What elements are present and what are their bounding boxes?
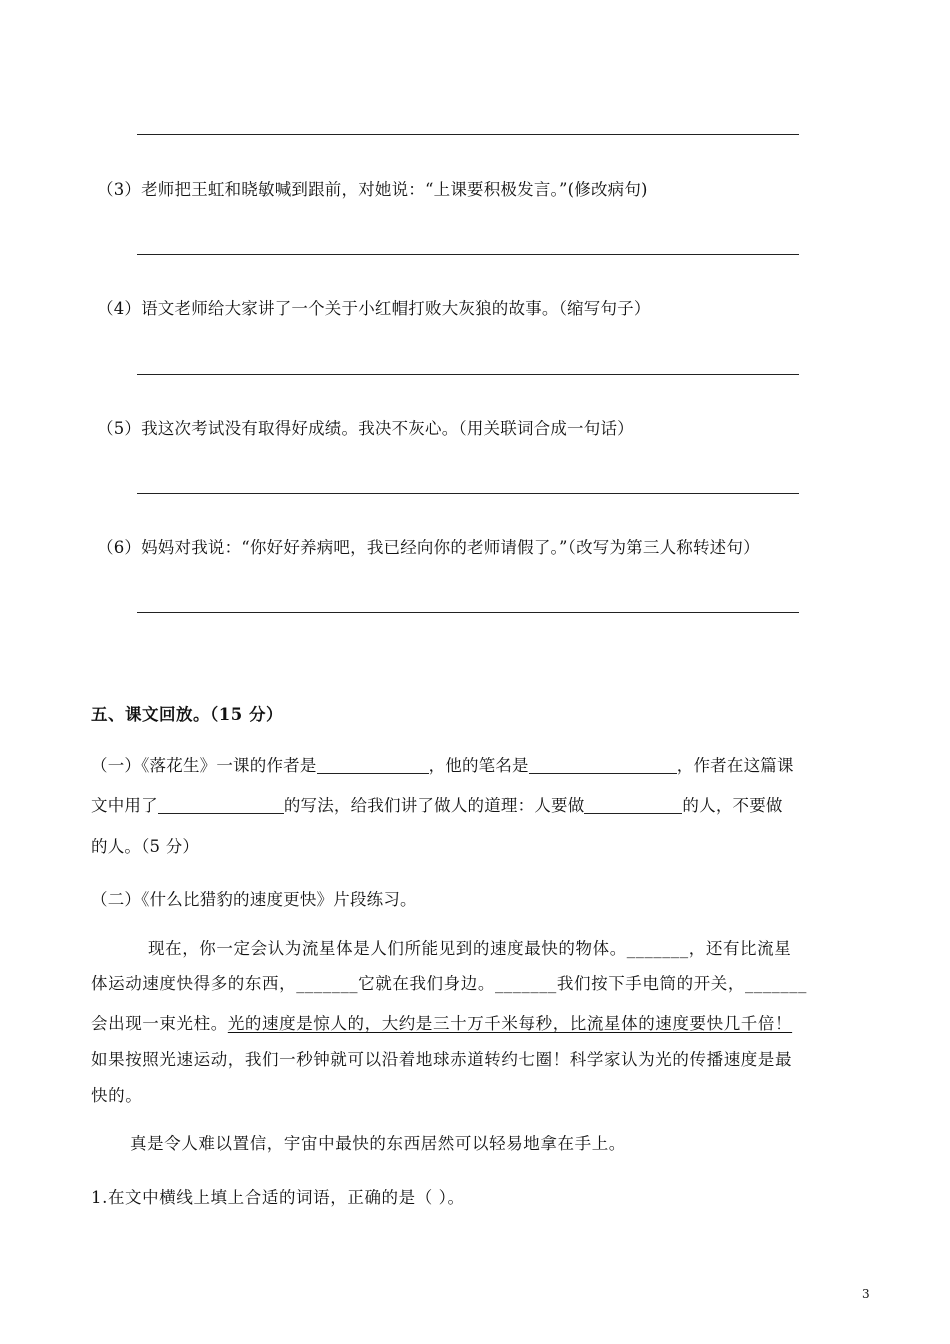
passage-line: 快的。 (91, 1086, 143, 1105)
part2-title: （二）《什么比猎豹的速度更快》片段练习。 (91, 890, 417, 909)
passage-line: 体运动速度快得多的东西，_______它就在我们身边。_______我们按下手电筒的开关，_______ (91, 974, 807, 993)
fill-line-2: 文中用了 的写法，给我们讲了做人的道理：人要做 的人，不要做 (91, 796, 783, 815)
underlined-sentence: 光的速度是惊人的，大约是三十万千米每秒，比流星体的速度要快几千倍！ (227, 1014, 793, 1033)
passage-line: 真是令人难以置信，宇宙中最快的东西居然可以轻易地拿在手上。 (130, 1134, 626, 1153)
answer-line (137, 612, 799, 613)
answer-line (137, 134, 799, 135)
passage-line: 现在，你一定会认为流星体是人们所能见到的速度最快的物体。_______，还有比流星 (148, 939, 792, 958)
page-number: 3 (862, 1287, 870, 1301)
sub-question-1: 1.在文中横线上填上合适的词语，正确的是（ ）。 (91, 1188, 465, 1207)
answer-line (137, 254, 799, 255)
answer-line (137, 493, 799, 494)
fill-line-3: 的人。（5 分） (91, 837, 200, 856)
passage-line: 会出现一束光柱。光的速度是惊人的，大约是三十万千米每秒，比流星体的速度要快几千倍！ (91, 1014, 793, 1033)
section-heading: 五、课文回放。（15 分） (91, 705, 283, 724)
question-3: （3）老师把王虹和晓敏喊到跟前，对她说：“上课要积极发言。”(修改病句) (97, 180, 648, 199)
blank[interactable] (529, 757, 677, 774)
passage-line: 如果按照光速运动，我们一秒钟就可以沿着地球赤道转约七圈！科学家认为光的传播速度是最 (91, 1050, 793, 1069)
question-6: （6）妈妈对我说：“你好好养病吧，我已经向你的老师请假了。”（改写为第三人称转述句） (97, 538, 760, 557)
blank[interactable] (317, 757, 429, 774)
fill-line-1: （一）《落花生》一课的作者是 ，他的笔名是 ，作者在这篇课 (91, 756, 794, 775)
question-4: （4）语文老师给大家讲了一个关于小红帽打败大灰狼的故事。（缩写句子） (97, 299, 651, 318)
answer-line (137, 374, 799, 375)
question-5: （5）我这次考试没有取得好成绩。我决不灰心。（用关联词合成一句话） (97, 419, 634, 438)
blank[interactable] (158, 797, 284, 814)
blank[interactable] (584, 797, 682, 814)
